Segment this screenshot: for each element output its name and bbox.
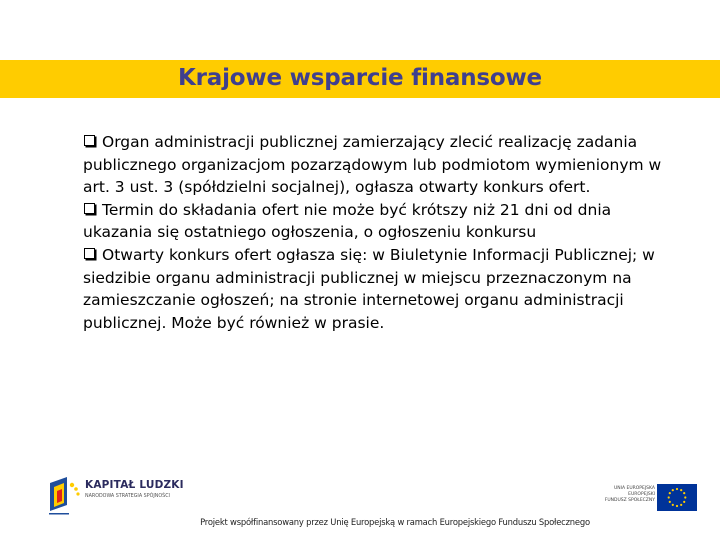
eu-logo-text <box>597 486 655 504</box>
bullet-item <box>83 199 683 244</box>
eu-text-line: FUNDUSZ SPOŁECZNY <box>604 498 655 503</box>
slide-content <box>83 131 683 334</box>
eu-text-line: EUROPEJSKI <box>628 492 655 497</box>
bullet-text: Organ administracji publicznej zamierzający zlecić realizację zadania publicznego organizacjom pozarządowym lub podmiotom wymienionym w art. 3 ust. 3 (spółdzielni socjalnej), ogłasza otwarty konkurs ofert. <box>83 133 662 197</box>
bullet-text: Termin do składania ofert nie może być krótszy niż 21 dni od dnia ukazania się ostatniego ogłoszenia, o ogłoszeniu konkursu <box>83 200 612 242</box>
bullet-item <box>83 131 683 199</box>
kapital-ludzki-subtitle: NARODOWA STRATEGIA SPÓJNOŚCI <box>85 494 170 499</box>
bullet-text: Otwarty konkurs ofert ogłasza się: w Biuletynie Informacji Publicznej; w siedzibie organu administracji publicznej w miejscu przeznaczonym na zamieszczanie ogłoszeń; na stronie internetowej organu administracji publicznej. Może być również w prasie. <box>83 245 655 332</box>
eu-text-line: UNIA EUROPEJSKA <box>614 486 655 491</box>
eu-logo <box>597 484 697 512</box>
eu-flag-icon <box>657 484 697 511</box>
slide-title: Krajowe wsparcie finansowe <box>178 65 542 91</box>
kapital-ludzki-logo-icon <box>47 473 83 515</box>
checkbox-square-icon <box>84 203 95 214</box>
kapital-ludzki-name: KAPITAŁ LUDZKI <box>85 479 184 491</box>
checkbox-square-icon <box>84 135 95 146</box>
footer-caption: Projekt współfinansowany przez Unię Europejską w ramach Europejskiego Funduszu Społecznego <box>200 517 590 527</box>
kapital-ludzki-logo <box>47 473 187 515</box>
bullet-item <box>83 244 683 334</box>
checkbox-square-icon <box>84 248 95 259</box>
